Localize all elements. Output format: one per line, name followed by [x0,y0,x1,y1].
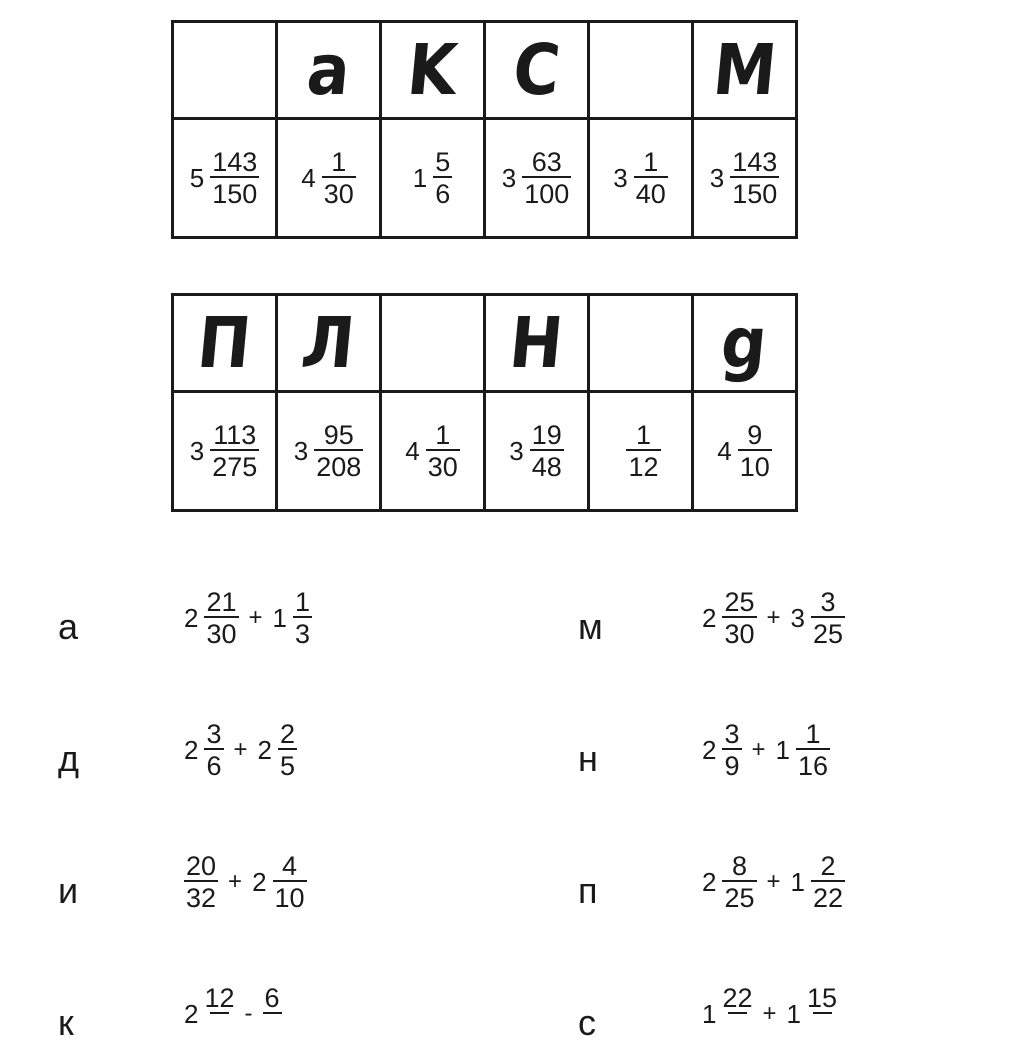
letter-cell [277,22,381,119]
mixed-number [791,588,846,649]
numerator: 5 [435,146,451,177]
fraction [722,984,752,1045]
whole-part: 2 [257,734,272,765]
answer-table-2 [171,293,798,512]
fraction [263,984,282,1045]
problem-row [58,852,498,928]
expression [702,984,837,1045]
problem-letter: и [58,870,79,911]
mixed-number [787,984,838,1045]
whole-part: 2 [702,734,717,765]
whole-part: 4 [717,435,732,466]
letter-cell [381,22,485,119]
problem-letter: а [58,606,79,647]
problem-letter: к [58,1002,74,1043]
letters-row [173,22,797,119]
letter-cell [485,22,589,119]
denominator: 208 [314,449,363,481]
letter-cell [381,295,485,392]
whole-part: 3 [189,435,205,466]
mixed-number [702,984,753,1045]
numerator: 1 [331,146,347,177]
handwritten-letter: П [194,302,255,384]
whole-part: 4 [301,162,316,193]
mixed-number [263,984,282,1045]
denominator: 150 [730,176,779,208]
fraction [204,588,238,649]
numerator: 8 [731,851,747,881]
mixed-number [184,720,224,781]
numerator: 1 [805,719,821,749]
denominator: 6 [204,748,223,780]
handwritten-letter: Н [506,302,567,384]
denominator: 32 [184,880,218,912]
whole-part: 3 [501,162,517,193]
expression [184,852,307,913]
numerator: 1 [435,419,451,450]
numerator: 1 [295,587,311,617]
handwritten-letter: C [509,29,564,111]
whole-part: 2 [252,866,267,897]
fraction [184,852,218,913]
numerator: 15 [807,983,838,1013]
letter-cell [589,295,693,392]
numerator: 63 [531,146,562,177]
mixed-number [702,588,757,649]
operator: + [248,604,263,632]
numerator: 2 [820,851,836,881]
letter-cell [173,295,277,392]
answer-table-1 [171,20,798,239]
fraction [722,852,756,913]
numerator: 1 [635,419,651,450]
mixed-number [184,588,239,649]
denominator: 25 [722,880,756,912]
problem-row [578,984,1018,1060]
whole-part: 1 [412,162,428,193]
mixed-number [702,720,742,781]
problem-row [578,588,1018,664]
numerator: 12 [204,983,235,1013]
denominator [728,1012,747,1044]
whole-part: 1 [775,734,790,765]
value-cell [381,392,485,511]
whole-part: 3 [509,435,524,466]
fraction [811,588,845,649]
value-cell [589,119,693,238]
whole-part: 1 [790,866,805,897]
denominator: 10 [273,880,307,912]
letter-cell [173,22,277,119]
fraction [722,720,741,781]
letter-cell [693,22,797,119]
denominator [813,1012,832,1044]
operator: + [766,604,781,632]
fraction [811,852,845,913]
values-row [173,119,797,238]
handwritten-letter: M [709,29,780,111]
expression [702,588,845,649]
fraction [807,984,837,1045]
letter-cell [277,295,381,392]
whole-part: 3 [293,435,309,466]
whole-part: 4 [405,435,420,466]
numerator: 95 [323,419,354,450]
expression [184,984,282,1045]
value-cell [589,392,693,511]
whole-part: 5 [189,162,205,193]
value-cell [485,392,589,511]
numerator: 20 [186,851,217,881]
numerator: 143 [212,146,258,177]
handwritten-letter: a [303,29,354,111]
operator: + [233,736,248,764]
whole-part: 1 [786,998,801,1029]
problem-letter: с [578,1002,596,1043]
denominator: 150 [210,176,259,208]
denominator: 48 [530,449,564,481]
denominator: 30 [204,616,238,648]
whole-part: 3 [790,602,805,633]
value-cell [277,392,381,511]
problem-row [578,720,1018,796]
numerator: 2 [279,719,296,749]
mixed-number [702,852,757,913]
whole-part: 3 [709,162,725,193]
problem-letter: д [58,738,80,779]
letters-row [173,295,797,392]
whole-part: 1 [272,602,287,633]
whole-part: 1 [702,998,717,1029]
value-cell [173,119,277,238]
fraction [273,852,307,913]
fraction [722,588,756,649]
problem-letter: п [578,870,598,911]
mixed-number [252,852,307,913]
mixed-number [791,852,846,913]
operator: - [244,1000,253,1028]
numerator: 3 [820,587,836,617]
expression [702,720,830,781]
whole-part: 2 [702,866,717,897]
whole-part: 2 [702,602,717,633]
operator: + [751,736,766,764]
value-cell [693,119,797,238]
denominator: 30 [722,616,756,648]
value-cell [173,392,277,511]
denominator: 275 [210,449,259,481]
handwritten-letter: K [404,29,461,111]
numerator: 143 [732,146,778,177]
mixed-number [184,984,235,1045]
denominator: 30 [426,449,460,481]
numerator: 6 [264,983,280,1013]
handwritten-letter: Л [298,302,359,384]
operator: + [762,1000,777,1028]
problem-letter: м [578,606,603,647]
whole-part: 2 [184,734,199,765]
expression [184,588,312,649]
whole-part: 2 [184,602,199,633]
value-cell [693,392,797,511]
letter-cell [589,22,693,119]
problem-row [578,852,1018,928]
denominator: 22 [811,880,845,912]
fraction [204,720,223,781]
numerator: 22 [722,983,753,1013]
mixed-number [258,720,298,781]
expression [702,852,845,913]
numerator: 113 [213,419,257,450]
denominator: 3 [293,616,312,648]
letter-cell [485,295,589,392]
problem-letter: н [578,738,598,779]
numerator: 4 [282,851,298,881]
numerator: 19 [531,419,562,450]
denominator [210,1012,229,1044]
value-cell [485,119,589,238]
fraction [796,720,830,781]
values-row [173,392,797,511]
denominator: 10 [738,449,772,481]
denominator: 16 [796,748,830,780]
numerator: 9 [747,419,763,450]
whole-part: 2 [184,998,199,1029]
value-cell [381,119,485,238]
fraction [204,984,234,1045]
letter-cell [693,295,797,392]
operator: + [766,868,781,896]
mixed-number [776,720,831,781]
denominator [263,1012,282,1044]
fraction [278,720,297,781]
value-cell [277,119,381,238]
problem-row [58,720,498,796]
denominator: 9 [722,748,741,780]
problem-row [58,984,498,1060]
operator: + [228,868,243,896]
numerator: 3 [206,719,222,749]
numerator: 21 [206,587,237,617]
expression [184,720,297,781]
denominator: 25 [811,616,845,648]
denominator: 12 [626,449,660,481]
numerator: 25 [724,587,755,617]
denominator: 100 [522,176,571,208]
mixed-number [184,852,218,913]
numerator: 1 [643,146,659,177]
denominator: 6 [433,176,452,208]
denominator: 40 [634,176,668,208]
numerator: 3 [724,719,740,749]
whole-part: 3 [613,162,628,193]
denominator: 5 [278,748,297,780]
mixed-number [273,588,313,649]
problem-row [58,588,498,664]
denominator: 30 [322,176,356,208]
fraction [293,588,312,649]
handwritten-letter: g [718,302,771,384]
